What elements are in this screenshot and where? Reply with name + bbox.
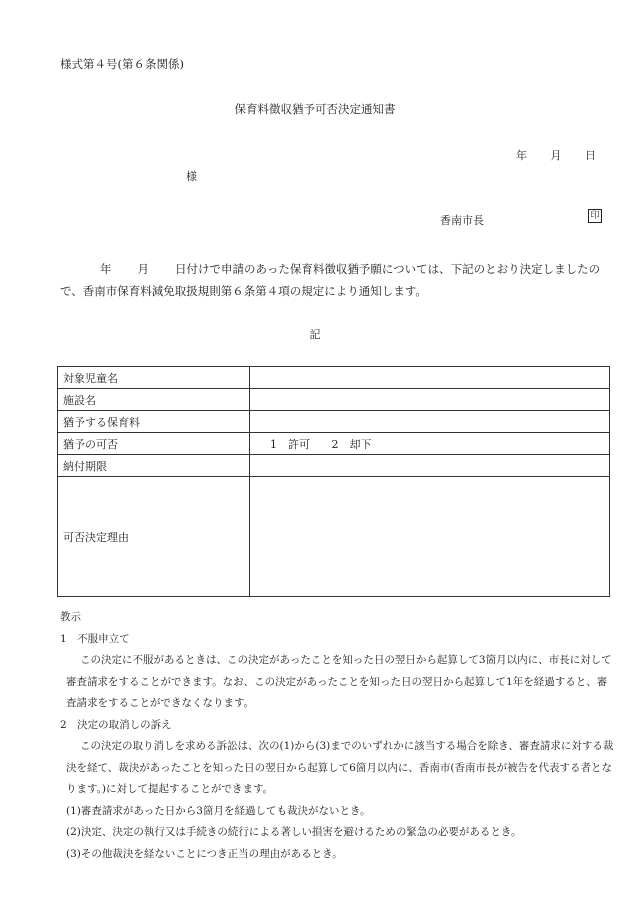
row-label-fee: 猶予する保育料: [58, 411, 250, 433]
row-value-reason: [250, 477, 610, 597]
section-1-title: 1 不服申立て: [60, 632, 130, 645]
table-row: [58, 433, 610, 455]
instructions-section: [60, 607, 615, 865]
decision-table: [57, 366, 610, 597]
intro-year-label: 年: [100, 262, 112, 276]
form-number: 様式第４号(第６条関係): [60, 57, 184, 71]
list-item: (3)その他裁決を経ないことにつき正当の理由があるとき。: [66, 847, 343, 860]
row-value-fee: [250, 411, 610, 433]
date-day-label: 日: [585, 149, 596, 162]
option-reject: 2 却下: [331, 437, 372, 451]
row-label-child-name: 対象児童名: [58, 367, 250, 389]
option-approve: 1 許可: [270, 437, 310, 451]
section-1-text: この決定に不服があるときは、この決定があったことを知った日の翌日から起算して3箇月以内に、市長に対して審査請求をすることができます。なお、この決定があったことを知った日の翌日から起算して1年を経過すると、審査請求をすることができなくなります。: [66, 654, 612, 709]
table-row: [58, 367, 610, 389]
instructions-heading: 教示: [60, 611, 81, 623]
ki-heading: 記: [309, 328, 321, 341]
section-2-text: この決定の取り消しを求める訴訟は、次の(1)から(3)までのいずれかに該当する場合を除き、審査請求に対する裁決を経て、裁決があったことを知った日の翌日から起算して6箇月以内に、香南市(香南市長が被告を代表する者となります。)に対して提起することができます。: [66, 740, 614, 795]
issuer-name: 香南市長: [440, 214, 484, 227]
section-2-title: 2 決定の取消しの訴え: [60, 718, 172, 731]
recipient-suffix: 様: [186, 170, 197, 183]
date-month-label: 月: [550, 149, 562, 162]
row-value-child-name: [250, 367, 610, 389]
table-row: [58, 455, 610, 477]
seal-mark: 印: [588, 209, 602, 223]
table-row: [58, 411, 610, 433]
table-row: [58, 477, 610, 597]
intro-month-label: 月: [137, 262, 149, 276]
row-value-deadline: [250, 455, 610, 477]
table-row: [58, 389, 610, 411]
list-item: (1)審査請求があった日から3箇月を経過しても裁決がないとき。: [66, 804, 371, 817]
intro-paragraph: [60, 258, 610, 302]
date-year-label: 年: [516, 149, 527, 162]
list-item: (2)決定、決定の執行又は手続きの続行による著しい損害を避けるための緊急の必要があるとき。: [66, 826, 522, 838]
intro-text: 日付けで申請のあった保育料徴収猶予願については、下記のとおり決定しましたので、香南市保育料減免取扱規則第６条第４項の規定により通知します。: [60, 262, 601, 298]
document-title: 保育料徴収猶予可否決定通知書: [234, 102, 396, 116]
row-label-approval: 猶予の可否: [58, 433, 250, 455]
date-line: [516, 147, 596, 163]
row-value-approval: [250, 433, 610, 455]
row-label-reason: 可否決定理由: [58, 477, 250, 597]
row-label-facility: 施設名: [58, 389, 250, 411]
row-label-deadline: 納付期限: [58, 455, 250, 477]
row-value-facility: [250, 389, 610, 411]
